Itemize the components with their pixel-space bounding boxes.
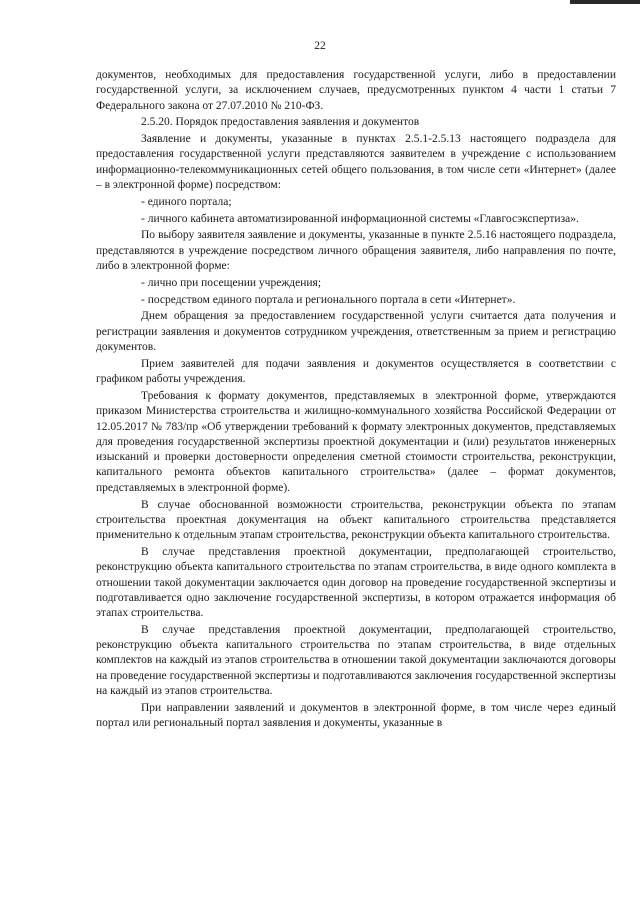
paragraph-3: Заявление и документы, указанные в пунктах 2.5.1-2.5.13 настоящего подраздела для предоставления государственной услуги представляются заявителем в учреждение с использованием информационно-телекоммуникационных сетей общего пользования, в том числе сети «Интернет» (далее – в электронной форме) посредством: [96, 133, 616, 192]
paragraph-8: В случае обоснованной возможности строительства, реконструкции объекта по этапам строительства проектная документация на объект капитального строительства представляется применительно к отдельным этапам строительства, реконструкции объекта капитального строительства. [96, 498, 616, 542]
paragraph-2: 2.5.20. Порядок предоставления заявления и документов [141, 116, 420, 129]
paragraph-7: Требования к формату документов, представляемых в электронной форме, утверждаются приказом Министерства строительства и жилищно-коммунального хозяйства Российской Федерации от 12.05.2017 № 783/пр «Об утверждении требований к формату электронных документов, представляемых для проведения государственной экспертизы проектной документации и (или) результатов инженерных изысканий и проверки достоверности определения сметной стоимости строительства, реконструкции, капитального ремонта объектов капитального строительства» (далее – формат документов, представляемых в электронной форме). [96, 389, 616, 494]
page-number: 22 [314, 40, 326, 52]
list-item-4: - посредством единого портала и регионального портала в сети «Интернет». [141, 293, 516, 306]
paragraph-4: По выбору заявителя заявление и документы, указанные в пункте 2.5.16 настоящего подраздела, представляются в учреждение посредством личного обращения заявителя, либо направления по почте, либо в электронной форме: [96, 229, 616, 273]
list-item-2: - личного кабинета автоматизированной информационной системы «Главгосэкспертиза». [141, 212, 579, 225]
paragraph-11: При направлении заявлений и документов в электронной форме, в том числе через единый портал или региональный портал заявления и документы, указанные в [96, 701, 616, 730]
scan-corner-mark [570, 0, 640, 4]
paragraph-10: В случае представления проектной документации, предполагающей строительство, реконструкцию объекта капитального строительства по этапам строительства, в виде отдельных комплектов на каждый из этапов строительства в отношении такой документации заключаются договоры на проведение государственной экспертизы и подготавливаются заключения государственной экспертизы на каждый из этапов строительства. [96, 623, 616, 698]
paragraph-9: В случае представления проектной документации, предполагающей строительство, реконструкцию объекта капитального строительства по этапам строительства, в виде одного комплекта в отношении такой документации заключается один договор на проведение государственной экспертизы и подготавливается одно заключение государственной экспертизы, в котором отражается информация об этапах строительства. [96, 545, 616, 620]
list-item-1: - единого портала; [141, 195, 232, 208]
paragraph-5: Днем обращения за предоставлением государственной услуги считается дата получения и регистрации заявления и документов сотрудником учреждения, ответственным за прием и регистрацию документов. [96, 310, 616, 354]
document-body [96, 68, 616, 733]
paragraph-6: Прием заявителей для подачи заявления и документов осуществляется в соответствии с графиком работы учреждения. [96, 357, 616, 386]
paragraph-1: документов, необходимых для предоставления государственной услуги, либо в предоставлении государственной услуги, за исключением случаев, предусмотренных пунктом 4 части 1 статьи 7 Федерального закона от 27.07.2010 № 210-ФЗ. [96, 69, 616, 112]
list-item-3: - лично при посещении учреждения; [141, 276, 322, 289]
